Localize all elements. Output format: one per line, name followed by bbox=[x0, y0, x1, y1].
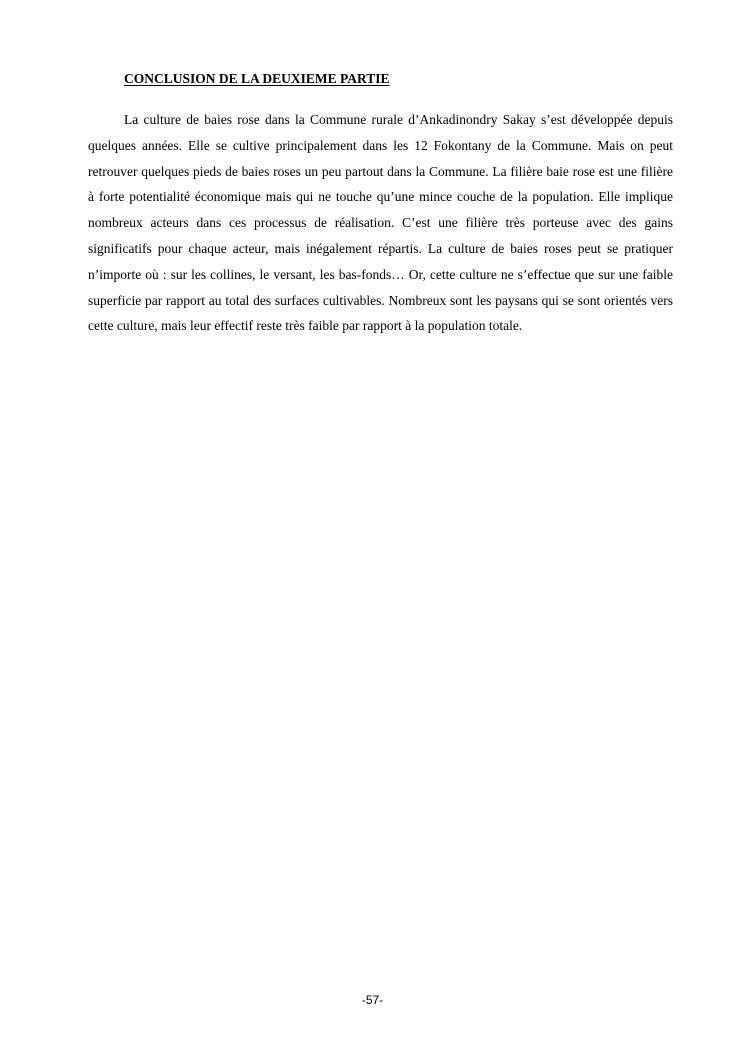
page-number: -57- bbox=[361, 993, 384, 1007]
section-title: CONCLUSION DE LA DEUXIEME PARTIE bbox=[124, 71, 390, 86]
body-paragraph: La culture de baies rose dans la Commune rurale d’Ankadinondry Sakay s’est développée depuis quelques années. Elle se cultive principalement dans les 12 Fokontany de la Commune. Mais on peut retrouver quelques pieds de baies roses un peu partout dans la Commune. La filière baie rose est une filière à forte potentialité économique mais qui ne touche qu’une mince couche de la population. Elle implique nombreux acteurs dans ces processus de réalisation. C’est une filière très porteuse avec des gains significatifs pour chaque acteur, mais inégalement répartis. La culture de baies roses peut se pratiquer n’importe où : sur les collines, le versant, les bas-fonds… Or, cette culture ne s’effectue que sur une faible superficie par rapport au total des surfaces cultivables. Nombreux sont les paysans qui se sont orientés vers cette culture, mais leur effectif reste très faible par rapport à la population totale. bbox=[88, 112, 673, 334]
